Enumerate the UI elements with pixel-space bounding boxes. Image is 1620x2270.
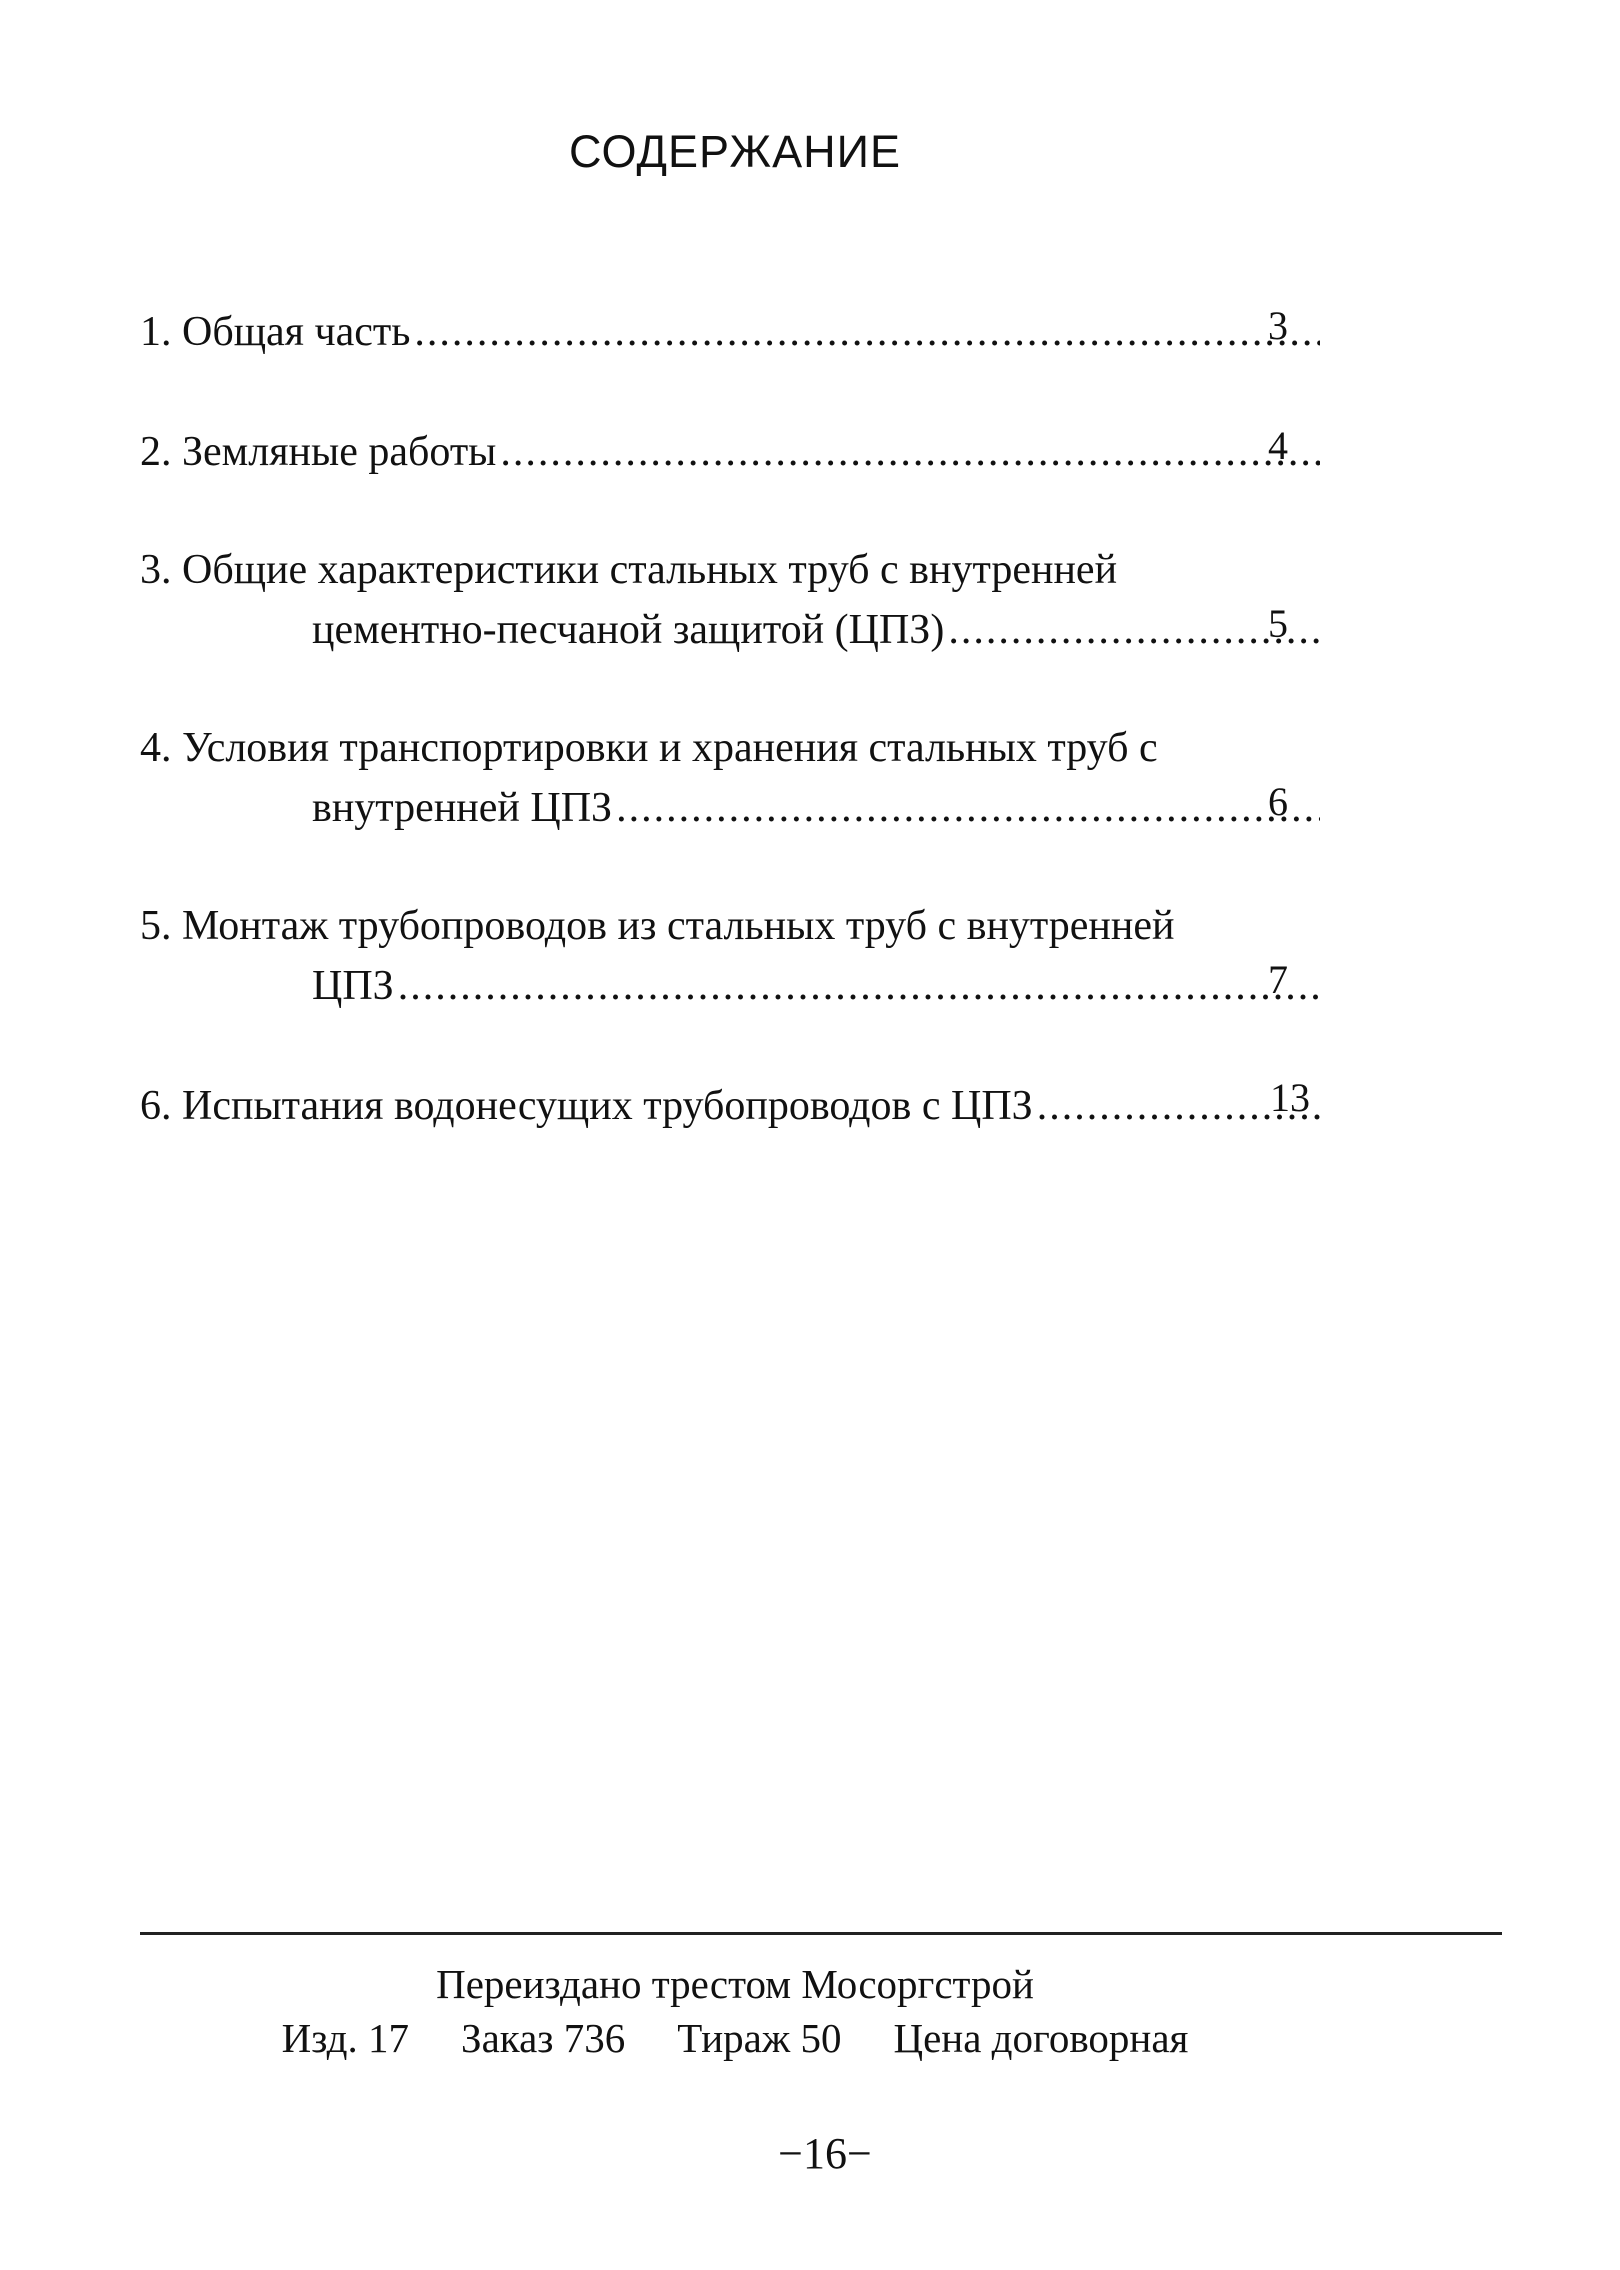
- toc-title: Испытания водонесущих трубопроводов с ЦПЗ: [182, 1083, 1033, 1129]
- toc-page-number: 5: [1268, 601, 1288, 646]
- toc-title: Земляные работы: [182, 429, 497, 475]
- page-title: СОДЕРЖАНИЕ: [569, 126, 901, 177]
- toc-title-continued: ЦПЗ: [312, 963, 394, 1009]
- toc-entry-3[interactable]: [140, 540, 1400, 660]
- toc-entry-6[interactable]: [140, 1076, 1400, 1136]
- toc-number: 3.: [140, 547, 172, 593]
- toc-title-continued: цементно-песчаной защитой (ЦПЗ): [312, 607, 945, 653]
- toc-number: 4.: [140, 725, 172, 771]
- toc-page-number: 6: [1268, 779, 1288, 824]
- leader-dots: [500, 422, 1320, 482]
- toc-title-continued: внутренней ЦПЗ: [312, 785, 613, 831]
- toc-number: 6.: [140, 1083, 172, 1129]
- toc-page-number: 3: [1268, 303, 1288, 348]
- imprint-order: Заказ 736: [461, 2015, 626, 2061]
- toc-entry-4[interactable]: [140, 718, 1400, 838]
- page-number: −16−: [778, 2129, 872, 2178]
- leader-dots: [616, 778, 1320, 838]
- imprint-edition: Изд. 17: [281, 2015, 410, 2061]
- toc-number: 2.: [140, 429, 172, 475]
- toc-page-number: 4: [1268, 423, 1288, 468]
- toc-title: Условия транспортировки и хранения стальных труб с: [182, 725, 1158, 771]
- imprint-price: Цена договорная: [893, 2015, 1189, 2061]
- toc-entry-1[interactable]: [140, 302, 1400, 362]
- imprint-publisher: Переиздано трестом Мосоргстрой: [436, 1961, 1034, 2007]
- toc-entry-2[interactable]: [140, 422, 1400, 482]
- imprint-details: [0, 2014, 1470, 2062]
- toc-entry-5[interactable]: [140, 896, 1400, 1016]
- leader-dots: [398, 956, 1320, 1016]
- toc-title: Монтаж трубопроводов из стальных труб с внутренней: [182, 903, 1175, 949]
- toc-number: 5.: [140, 903, 172, 949]
- toc-page-number: 7: [1268, 957, 1288, 1002]
- imprint-print-run: Тираж 50: [677, 2015, 842, 2061]
- toc-title: Общая часть: [182, 309, 411, 355]
- toc-page-number: 13: [1270, 1075, 1310, 1120]
- footer-divider: [140, 1932, 1502, 1935]
- leader-dots: [414, 302, 1320, 362]
- toc-number: 1.: [140, 309, 172, 355]
- toc-title: Общие характеристики стальных труб с внутренней: [182, 547, 1118, 593]
